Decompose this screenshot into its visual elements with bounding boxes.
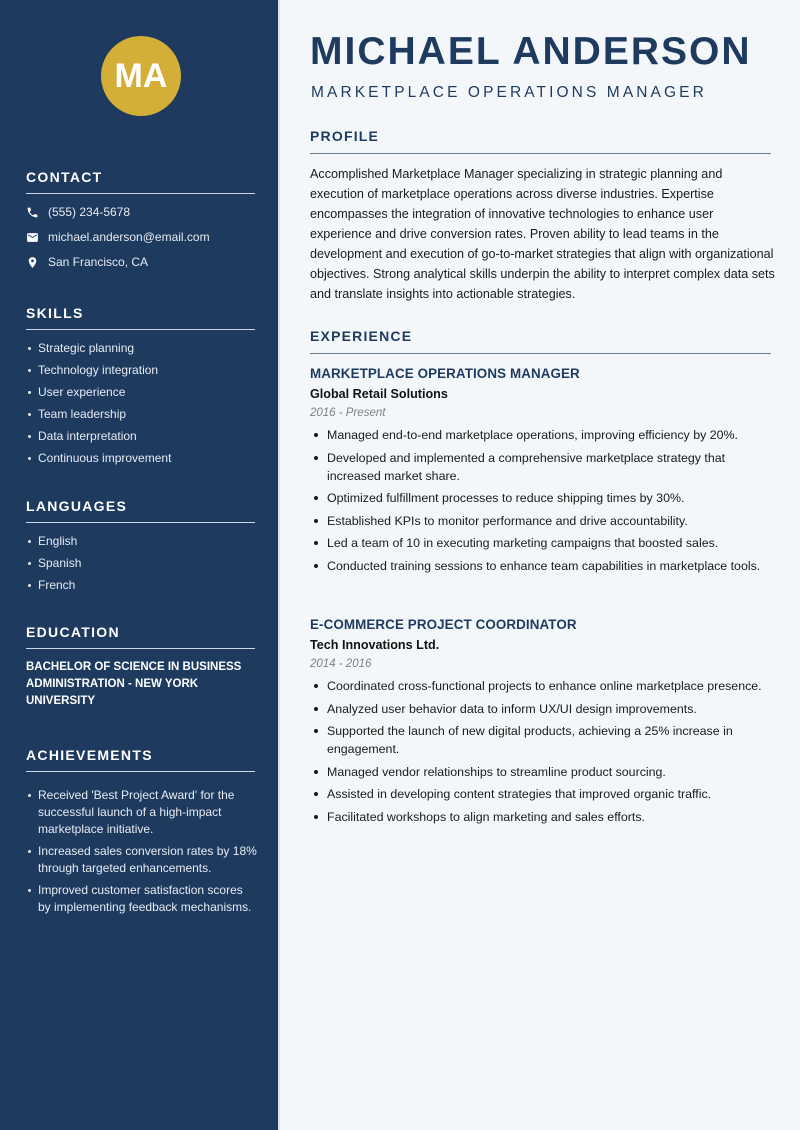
job-bullet: Led a team of 10 in executing marketing campaigns that boosted sales. xyxy=(310,534,780,552)
job-bullets xyxy=(310,677,780,826)
achievement-item: Improved customer satisfaction scores by implementing feedback mechanisms. xyxy=(26,882,258,916)
job-entry xyxy=(310,617,780,830)
avatar-initials: MA xyxy=(101,36,181,116)
job-bullet: Optimized fulfillment processes to reduce shipping times by 30%. xyxy=(310,489,780,507)
skill-item: User experience xyxy=(26,384,258,401)
job-bullets xyxy=(310,426,780,575)
contact-email xyxy=(26,230,210,244)
contact-phone xyxy=(26,205,130,219)
phone-text: (555) 234-5678 xyxy=(48,205,131,219)
skill-item: Data interpretation xyxy=(26,428,258,445)
skill-item: Continuous improvement xyxy=(26,450,258,467)
profile-heading: PROFILE xyxy=(310,128,771,154)
achievement-item: Received 'Best Project Award' for the successful launch of a high-impact marketplace initiative. xyxy=(26,787,258,838)
experience-heading: EXPERIENCE xyxy=(310,328,771,354)
job-bullet: Developed and implemented a comprehensive marketplace strategy that increased market share. xyxy=(310,449,780,485)
language-item: French xyxy=(26,577,258,594)
job-bullet: Analyzed user behavior data to inform UX/UI design improvements. xyxy=(310,700,780,718)
job-company: Tech Innovations Ltd. xyxy=(310,638,440,652)
job-bullet: Conducted training sessions to enhance team capabilities in marketplace tools. xyxy=(310,557,780,575)
contact-location xyxy=(26,255,148,269)
phone-icon xyxy=(26,206,39,219)
language-item: Spanish xyxy=(26,555,258,572)
education-degree: BACHELOR OF SCIENCE IN BUSINESS ADMINISTRATION - NEW YORK UNIVERSITY xyxy=(26,661,242,707)
location-text: San Francisco, CA xyxy=(48,255,149,269)
email-text: michael.anderson@email.com xyxy=(48,230,210,244)
location-pin-icon xyxy=(26,256,39,269)
skill-item: Strategic planning xyxy=(26,340,258,357)
job-bullet: Coordinated cross-functional projects to enhance online marketplace presence. xyxy=(310,677,780,695)
candidate-title: MARKETPLACE OPERATIONS MANAGER xyxy=(311,84,707,101)
skill-item: Technology integration xyxy=(26,362,258,379)
job-bullet: Managed vendor relationships to streamline product sourcing. xyxy=(310,763,780,781)
achievements-heading: ACHIEVEMENTS xyxy=(26,747,255,772)
job-bullet: Managed end-to-end marketplace operations, improving efficiency by 20%. xyxy=(310,426,780,444)
languages-list xyxy=(26,533,258,599)
achievements-list xyxy=(26,787,258,921)
email-icon xyxy=(26,231,39,244)
main-content xyxy=(282,0,800,1130)
candidate-name: MICHAEL ANDERSON xyxy=(310,30,752,73)
contact-heading: CONTACT xyxy=(26,169,255,194)
profile-text: Accomplished Marketplace Manager specializing in strategic planning and execution of marketplace operations across diverse industries. Expertise encompasses the integration of innovative technologies to enhance user experience and drive conversion rates. Proven ability to lead teams in the development and execution of go-to-market strategies that align with organizational objectives. Strong analytical skills underpin the ability to interpret complex data sets and translate insights into actionable strategies. xyxy=(310,167,775,301)
job-role: E-COMMERCE PROJECT COORDINATOR xyxy=(310,617,577,632)
job-role: MARKETPLACE OPERATIONS MANAGER xyxy=(310,366,580,381)
job-bullet: Supported the launch of new digital products, achieving a 25% increase in engagement. xyxy=(310,722,780,758)
skills-heading: SKILLS xyxy=(26,305,255,330)
job-entry xyxy=(310,366,780,579)
education-heading: EDUCATION xyxy=(26,624,255,649)
job-dates: 2016 - Present xyxy=(310,407,386,419)
job-bullet: Established KPIs to monitor performance and drive accountability. xyxy=(310,512,780,530)
job-dates: 2014 - 2016 xyxy=(310,658,372,670)
achievement-item: Increased sales conversion rates by 18% through targeted enhancements. xyxy=(26,843,258,877)
job-bullet: Facilitated workshops to align marketing and sales efforts. xyxy=(310,808,780,826)
languages-heading: LANGUAGES xyxy=(26,498,255,523)
language-item: English xyxy=(26,533,258,550)
skills-list xyxy=(26,340,258,472)
skill-item: Team leadership xyxy=(26,406,258,423)
job-company: Global Retail Solutions xyxy=(310,387,448,401)
job-bullet: Assisted in developing content strategies that improved organic traffic. xyxy=(310,785,780,803)
sidebar xyxy=(0,0,280,1130)
